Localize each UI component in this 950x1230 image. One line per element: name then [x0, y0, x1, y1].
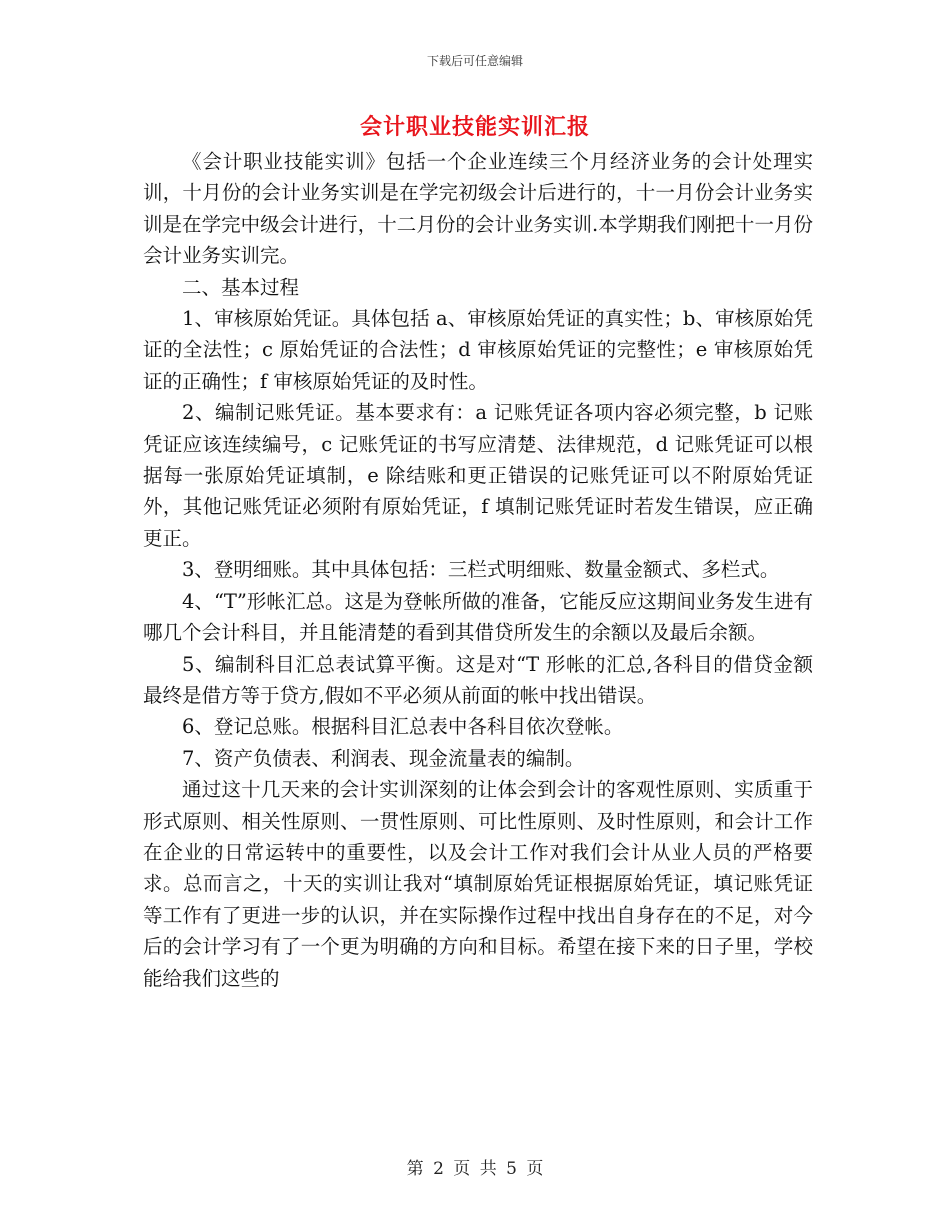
paragraph-conclusion: 通过这十几天来的会计实训深刻的让体会到会计的客观性原则、实质重于形式原则、相关性原则、一贯性原则、可比性原则、及时性原则，和会计工作在企业的日常运转中的重要性，以及会计工作对我们会计从业人员的严格要求。总而言之，十天的实训让我对“填制原始凭证根据原始凭证，填记账凭证等工作有了更进一步的认识，并在实际操作过程中找出自身存在的不足，对今后的会计学习有了一个更为明确的方向和目标。希望在接下来的日子里，学校能给我们这些的: [143, 778, 813, 990]
document-body: [143, 146, 813, 994]
paragraph-step-6: 6、登记总账。根据科目汇总表中各科目依次登帐。: [182, 715, 624, 739]
paragraph-step-3: 3、登明细账。其中具体包括：三栏式明细账、数量金额式、多栏式。: [182, 558, 780, 582]
paragraph-step-4: 4、“T”形帐汇总。这是为登帐所做的准备，它能反应这期间业务发生进有哪几个会计科目，并且能清楚的看到其借贷所发生的余额以及最后余额。: [143, 589, 813, 645]
page-footer: 第 2 页 共 5 页: [406, 1159, 544, 1179]
paragraph-intro: 《会计职业技能实训》包括一个企业连续三个月经济业务的会计处理实训，十月份的会计业务实训是在学完初级会计后进行的，十一月份会计业务实训是在学完中级会计进行，十二月份的会计业务实训.本学期我们刚把十一月份会计业务实训完。: [143, 150, 813, 268]
paragraph-step-2: 2、编制记账凭证。基本要求有：a 记账凭证各项内容必须完整，b 记账凭证应该连续编号，c 记账凭证的书写应清楚、法律规范，d 记账凭证可以根据每一张原始凭证填制，e 除结账和更正错误的记账凭证可以不附原始凭证外，其他记账凭证必须附有原始凭证，f 填制记账凭证时若发生错误，应正确更正。: [143, 401, 813, 550]
paragraph-step-5: 5、编制科目汇总表试算平衡。这是对“T 形帐的汇总,各科目的借贷金额最终是借方等于贷方,假如不平必须从前面的帐中找出错误。: [143, 652, 813, 707]
page-header: 下载后可任意编辑: [426, 54, 523, 68]
section-heading-basic-process: 二、基本过程: [182, 275, 300, 299]
paragraph-step-7: 7、资产负债表、利润表、现金流量表的编制。: [182, 746, 585, 770]
paragraph-step-1: 1、审核原始凭证。具体包括 a、审核原始凭证的真实性；b、审核原始凭证的全法性；c 原始凭证的合法性；d 审核原始凭证的完整性；e 审核原始凭证的正确性；f 审核原始凭证的及时性。: [143, 307, 813, 393]
document-title: 会计职业技能实训汇报: [359, 114, 590, 140]
